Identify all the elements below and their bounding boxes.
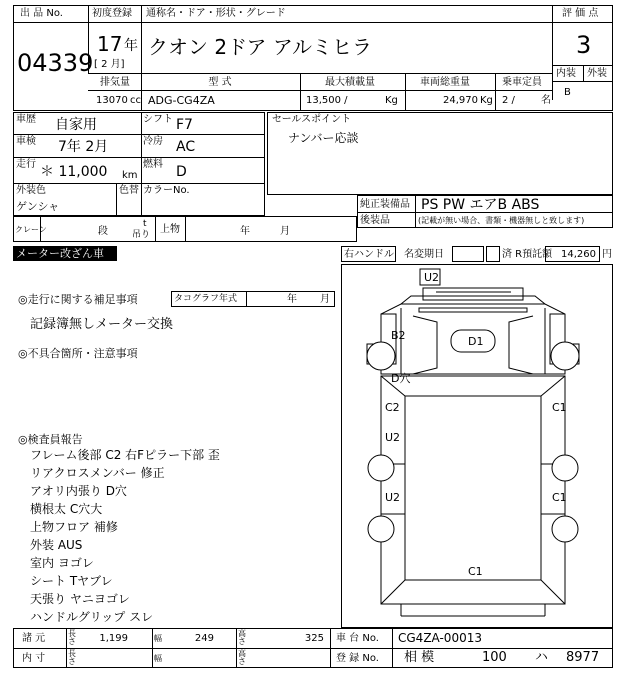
inner-height-label: 高さ: [238, 649, 246, 666]
width-value: 249: [194, 633, 214, 644]
crane-hang-unit: 吊り: [132, 230, 151, 240]
lot-number: 04339: [17, 49, 94, 77]
plate-kana: ハ: [535, 650, 549, 665]
aftermarket-note: (記載が無い場合、書類・機器無しと致します): [418, 216, 585, 225]
tachograph-year-unit: 年: [287, 294, 297, 305]
inner-width-label: 幅: [154, 654, 162, 663]
damage-mark: C1: [552, 401, 567, 414]
gross-weight-value: 24,970: [443, 95, 478, 106]
list-item: 外装 AUS: [30, 538, 83, 552]
mileage-label: 走行: [16, 159, 36, 170]
sales-point-label: セールスポイント: [272, 114, 352, 125]
seating-unit: 名: [541, 95, 551, 106]
gross-weight-unit: Kg: [480, 95, 493, 106]
plate-class: 100: [482, 650, 507, 665]
recycle-unit: 円: [602, 249, 612, 260]
crane-label: クレーン: [15, 225, 47, 234]
name-change-label: 名変期日: [404, 249, 444, 260]
upper-body-year-unit: 年: [240, 226, 250, 237]
model-code: ADG-CG4ZA: [148, 94, 215, 107]
max-load-value: 13,500 /: [306, 95, 348, 106]
recycle-check-box: [486, 246, 500, 262]
list-item: フレーム後部 C2 右Fピラー下部 歪: [30, 448, 220, 462]
tachograph-label: タコグラフ年式: [174, 294, 238, 304]
list-item: 室内 ヨゴレ: [30, 556, 94, 570]
inspection-value: 7年 2月: [58, 139, 109, 155]
aircon-value: AC: [176, 139, 196, 155]
factory-equipment-label: 純正装備品: [360, 199, 410, 210]
supplement-text: 記録簿無しメーター交換: [30, 317, 174, 332]
gross-weight-label: 車両総重量: [420, 77, 470, 88]
meter-tamper-label: メーター改ざん車: [16, 247, 104, 260]
list-item: リアクロスメンバー 修正: [30, 466, 165, 480]
name-change-box: [452, 246, 484, 262]
history-label: 車歴: [16, 114, 36, 125]
list-item: アオリ内張り D穴: [30, 484, 127, 498]
plate-area: 相 模: [404, 650, 435, 665]
upper-body-month-unit: 月: [280, 226, 290, 237]
registration-month: [ 2 月]: [94, 59, 125, 70]
color-value: ゲンシャ: [16, 200, 60, 213]
exterior-grade-label: 外装: [587, 68, 607, 79]
crane-ton-unit: t: [143, 219, 147, 229]
registration-year: 17: [97, 32, 123, 56]
inner-length-label: 長さ: [68, 649, 76, 666]
displacement-label: 排気量: [100, 77, 130, 88]
mileage-value: ＊ 11,000: [40, 164, 108, 180]
defect-title: ◎不具合箇所・注意事項: [18, 347, 138, 360]
displacement-unit: cc: [130, 95, 141, 106]
damage-mark: U2: [385, 431, 401, 444]
color-code-label: カラーNo.: [143, 185, 190, 196]
height-value: 325: [304, 633, 324, 644]
lot-number-label: 出 品 No.: [20, 8, 63, 19]
factory-equipment-value: PS PW エアB ABS: [421, 197, 540, 213]
interior-grade: B: [564, 87, 571, 98]
plate-number: 8977: [566, 650, 600, 665]
overall-grade: 3: [576, 31, 592, 59]
list-item: 横根太 C穴大: [30, 502, 103, 516]
displacement-value: 13070: [96, 95, 128, 106]
recycle-value: 14,260: [561, 249, 596, 260]
car-name: クオン 2ドア アルミヒラ: [148, 35, 373, 59]
crane-stage-unit: 段: [98, 226, 108, 237]
tachograph-month-unit: 月: [320, 294, 330, 305]
chassis-value: CG4ZA-00013: [398, 631, 482, 645]
seating-label: 乗車定員: [502, 77, 542, 88]
length-value: 1,199: [99, 633, 128, 644]
car-name-label: 通称名・ドア・形状・グレード: [146, 8, 286, 19]
mileage-unit: km: [122, 170, 138, 181]
chassis-label: 車 台 No.: [336, 633, 379, 644]
damage-mark: C2: [385, 401, 400, 414]
recycle-label: 済 R預託額: [502, 249, 553, 260]
aircon-label: 冷房: [143, 136, 163, 147]
list-item: 上物フロア 補修: [30, 520, 118, 534]
plate-label: 登 録 No.: [336, 653, 379, 664]
length-label: 長さ: [68, 629, 76, 646]
inspection-label: 車検: [16, 136, 36, 147]
interior-grade-label: 内装: [556, 68, 576, 79]
color-label: 外装色: [16, 185, 46, 196]
shift-value: F7: [176, 117, 193, 133]
history-value: 自家用: [55, 117, 97, 133]
upper-body-label: 上物: [160, 224, 180, 235]
spec-label: 諸 元: [22, 633, 46, 644]
inner-size-label: 内 寸: [22, 653, 46, 664]
max-load-label: 最大積載量: [325, 77, 375, 88]
inspector-report-title: ◎検査員報告: [18, 433, 83, 446]
aftermarket-label: 後装品: [360, 215, 390, 226]
year-unit: 年: [124, 38, 138, 54]
damage-mark: C1: [552, 491, 567, 504]
inspector-report-list: [30, 447, 330, 627]
first-registration-label: 初度登録: [92, 8, 132, 19]
damage-mark: U2: [424, 271, 440, 284]
max-load-unit: Kg: [385, 95, 398, 106]
fuel-label: 燃料: [143, 159, 163, 170]
damage-mark: D穴: [391, 372, 411, 385]
list-item: 天張り ヤニヨゴレ: [30, 592, 130, 606]
model-label: 型 式: [208, 77, 232, 88]
damage-mark: D1: [468, 335, 484, 348]
fuel-value: D: [176, 164, 187, 180]
list-item: ハンドルグリップ スレ: [30, 610, 154, 624]
seating-value: 2 /: [502, 95, 515, 106]
damage-mark: B2: [391, 329, 406, 342]
shift-label: シフト: [143, 114, 173, 125]
damage-mark: C1: [468, 565, 483, 578]
handle-value: 右ハンドル: [344, 249, 394, 260]
width-label: 幅: [154, 634, 162, 643]
grade-label: 評 価 点: [562, 8, 599, 19]
color-change-label: 色替: [119, 185, 139, 196]
height-label: 高さ: [238, 629, 246, 646]
damage-mark: U2: [385, 491, 401, 504]
list-item: シート Tヤブレ: [30, 574, 113, 588]
sales-point-value: ナンバー応談: [288, 131, 359, 145]
supplement-title: ◎走行に関する補足事項: [18, 293, 138, 306]
